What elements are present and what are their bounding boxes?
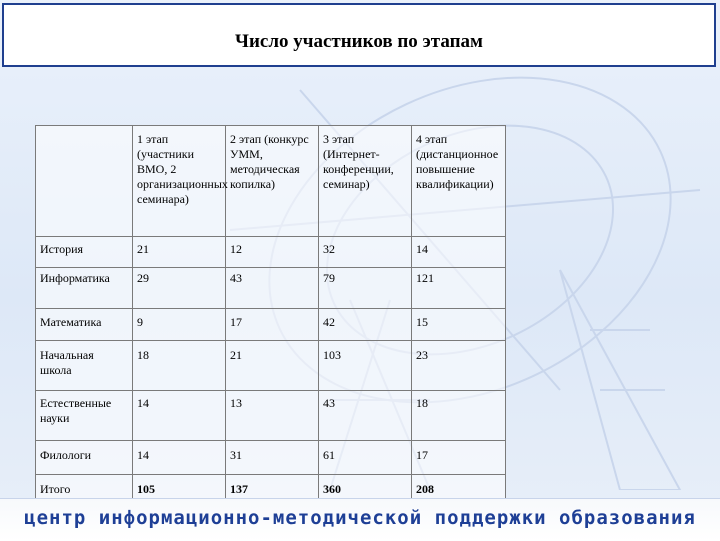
table-cell: 29: [133, 268, 226, 309]
footer-text: центр информационно-методической поддержки образования: [24, 507, 696, 529]
table-cell: 43: [226, 268, 319, 309]
table-cell: 43: [319, 391, 412, 441]
table-cell: 137: [226, 475, 319, 507]
table-cell: 32: [319, 237, 412, 268]
table-cell: 360: [319, 475, 412, 507]
row-label: Математика: [36, 309, 133, 341]
table-cell: 61: [319, 441, 412, 475]
table-cell: 21: [133, 237, 226, 268]
table-cell: 79: [319, 268, 412, 309]
header-cell-stage-1: 1 этап (участники ВМО, 2 организационных семинара): [133, 126, 226, 237]
table-cell: 208: [412, 475, 506, 507]
table-cell: 31: [226, 441, 319, 475]
table-row: [36, 237, 506, 268]
table-cell: 18: [412, 391, 506, 441]
table-row: [36, 391, 506, 441]
table-cell: 15: [412, 309, 506, 341]
table-cell: 12: [226, 237, 319, 268]
table-cell: 17: [226, 309, 319, 341]
table-cell: 42: [319, 309, 412, 341]
table-cell: 21: [226, 341, 319, 391]
table-row: [36, 268, 506, 309]
table-cell: 23: [412, 341, 506, 391]
header-cell-stage-2: 2 этап (конкурс УММ, методическая копилка): [226, 126, 319, 237]
table-cell: 18: [133, 341, 226, 391]
table-cell: 17: [412, 441, 506, 475]
table-cell: 105: [133, 475, 226, 507]
footer-banner: [0, 498, 720, 541]
slide-title: Число участников по этапам: [235, 31, 483, 52]
table-cell: 121: [412, 268, 506, 309]
row-label: Начальная школа: [36, 341, 133, 391]
table-cell: 14: [133, 391, 226, 441]
table-cell: 9: [133, 309, 226, 341]
header-cell-stage-3: 3 этап (Интернет-конференции, семинар): [319, 126, 412, 237]
title-box: [2, 3, 716, 67]
row-label: История: [36, 237, 133, 268]
table-cell: 14: [133, 441, 226, 475]
table-cell: 13: [226, 391, 319, 441]
row-label: Естественные науки: [36, 391, 133, 441]
header-cell-stage-4: 4 этап (дистанционное повышение квалификации): [412, 126, 506, 237]
table-row: [36, 441, 506, 475]
row-label: Информатика: [36, 268, 133, 309]
row-label: Итого: [36, 475, 133, 507]
header-cell-empty: [36, 126, 133, 237]
row-label: Филологи: [36, 441, 133, 475]
table-cell: 14: [412, 237, 506, 268]
participants-table: [35, 125, 506, 507]
table-header-row: [36, 126, 506, 237]
table-row: [36, 309, 506, 341]
table-cell: 103: [319, 341, 412, 391]
table-row: [36, 341, 506, 391]
